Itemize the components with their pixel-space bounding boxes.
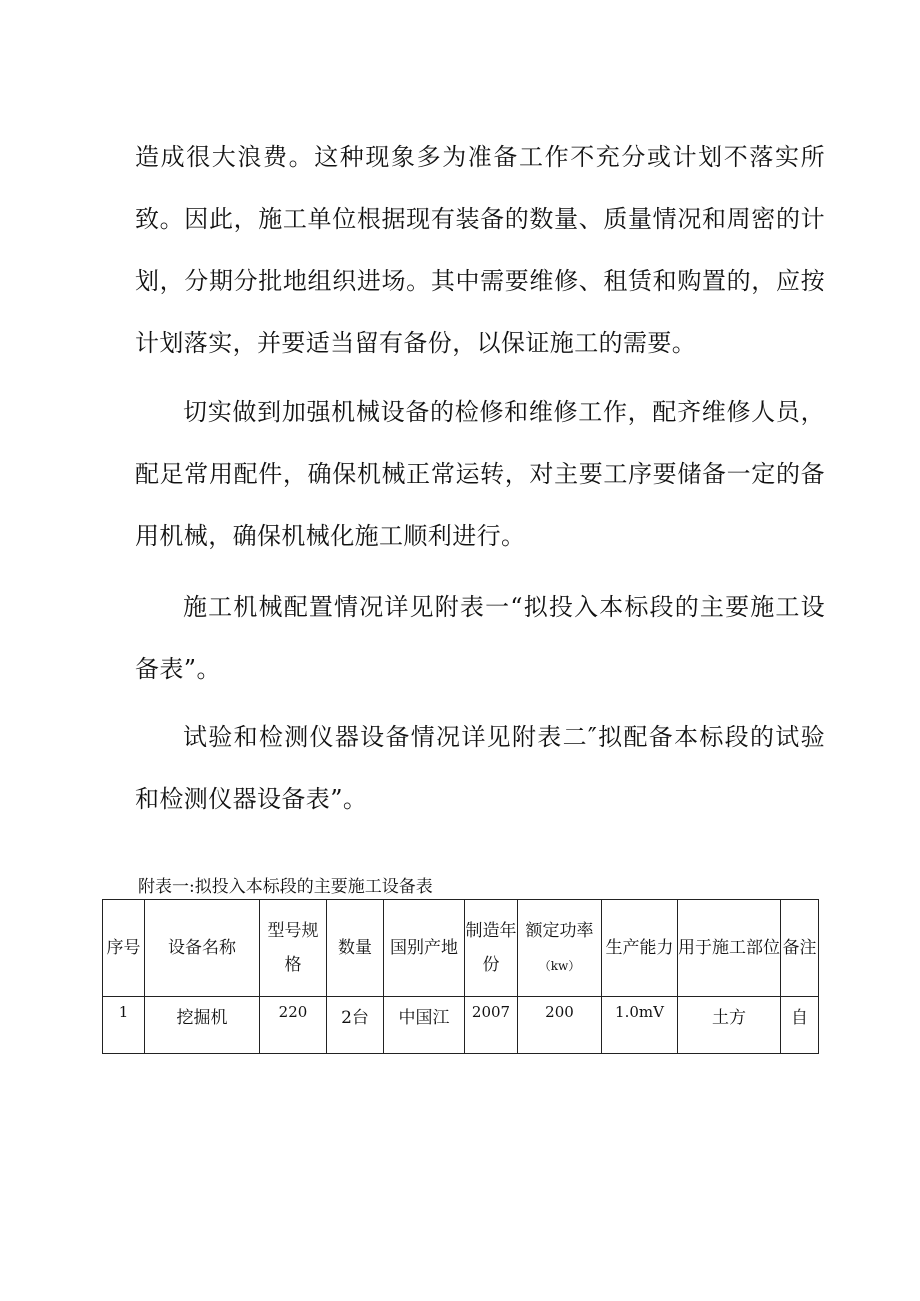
- table-row: [103, 997, 819, 1054]
- header-power: [518, 900, 602, 997]
- paragraph-3: 施工机械配置情况详见附表一“拟投入本标段的主要施工设备表”。: [135, 593, 825, 683]
- header-power-unit: （kw）: [538, 958, 581, 973]
- cell-qty: 2台: [327, 997, 384, 1054]
- cell-power: 200: [518, 997, 602, 1054]
- cell-model: 220: [260, 997, 327, 1054]
- paragraph-4: 试验和检测仪器设备情况详见附表二″拟配备本标段的试验和检测仪器设备表”。: [135, 723, 825, 813]
- cell-remark: 自: [781, 997, 819, 1054]
- table-caption: 附表一:拟投入本标段的主要施工设备表: [138, 877, 433, 897]
- cell-origin: 中国江: [384, 997, 465, 1054]
- header-name: 设备名称: [145, 900, 260, 997]
- table-header-row: [103, 900, 819, 997]
- header-year: 制造年份: [465, 900, 518, 997]
- paragraph-2: 切实做到加强机械设备的检修和维修工作，配齐维修人员，配足常用配件，确保机械正常运转，对主要工序要储备一定的备用机械，确保机械化施工顺利进行。: [135, 398, 825, 550]
- equipment-table: [102, 899, 819, 1054]
- header-model: 型号规格: [260, 900, 327, 997]
- header-origin: 国别产地: [384, 900, 465, 997]
- paragraph-1: 造成很大浪费。这种现象多为准备工作不充分或计划不落实所致。因此，施工单位根据现有装备的数量、质量情况和周密的计划，分期分批地组织进场。其中需要维修、租赁和购置的，应按计划落实，并要适当留有备份，以保证施工的需要。: [135, 143, 825, 357]
- header-remark: 备注: [781, 900, 819, 997]
- header-qty: 数量: [327, 900, 384, 997]
- cell-year: 2007: [465, 997, 518, 1054]
- header-power-label: 额定功率: [525, 920, 594, 941]
- cell-location: 土方: [678, 997, 781, 1054]
- header-capacity: 生产能力: [602, 900, 678, 997]
- cell-seq: 1: [103, 997, 145, 1054]
- header-seq: 序号: [103, 900, 145, 997]
- cell-name: 挖掘机: [145, 997, 260, 1054]
- header-location: 用于施工部位: [678, 900, 781, 997]
- cell-capacity: 1.0mV: [602, 997, 678, 1054]
